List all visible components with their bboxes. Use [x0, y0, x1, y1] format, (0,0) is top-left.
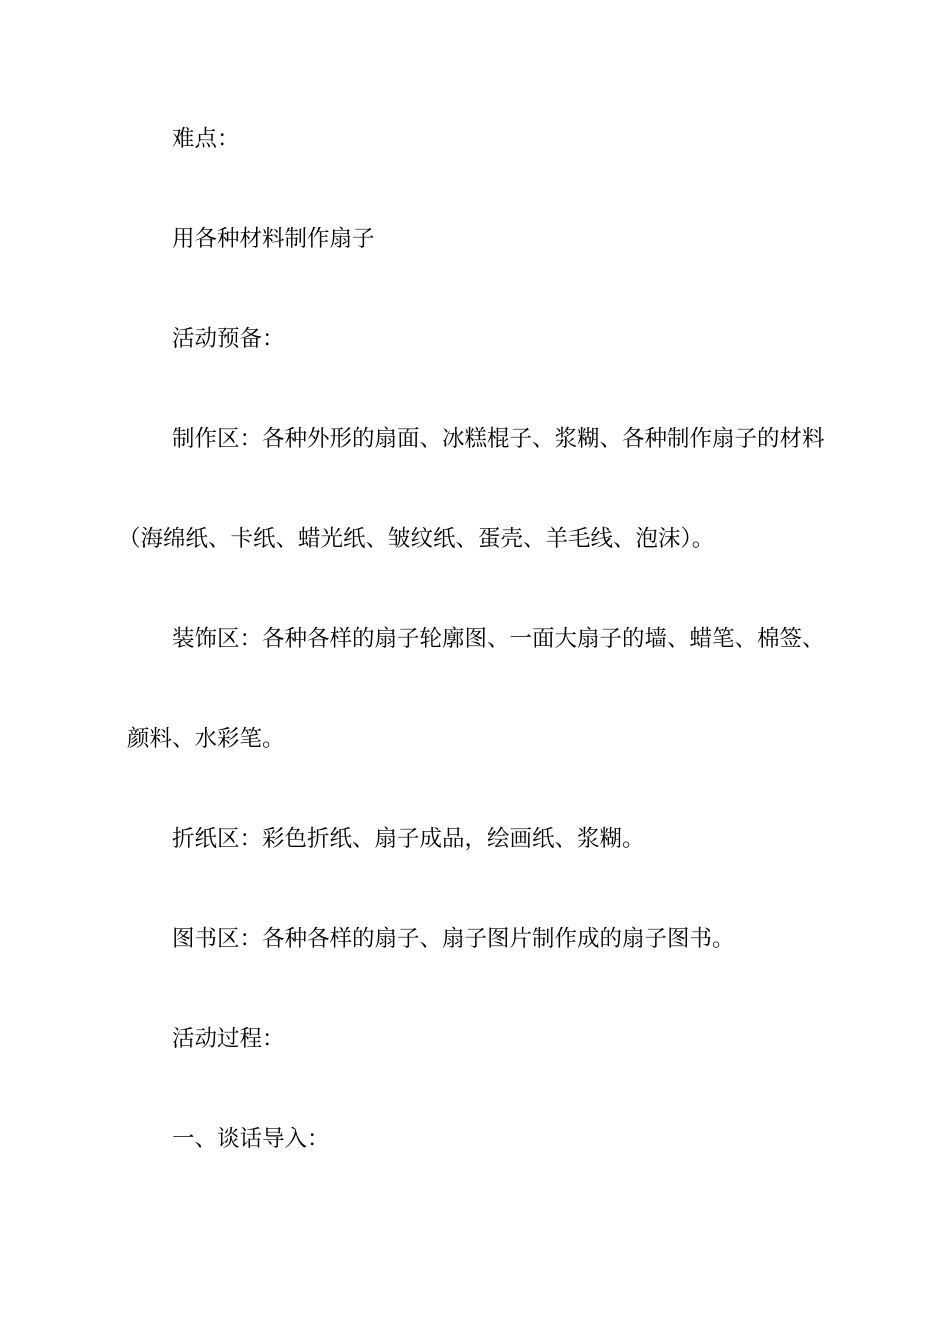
heading-conversation-intro: 一、谈话导入：: [172, 1126, 330, 1152]
paragraph-difficulty-content: 用各种材料制作扇子: [172, 226, 375, 252]
heading-difficulty: 难点：: [172, 126, 240, 152]
heading-preparation: 活动预备：: [172, 326, 285, 352]
paragraph-decoration-area-continued: 颜料、水彩笔。: [127, 726, 285, 752]
paragraph-book-area: 图书区：各种各样的扇子、扇子图片制作成的扇子图书。: [172, 926, 735, 952]
paragraph-making-area-continued: （海绵纸、卡纸、蜡光纸、皱纹纸、蛋壳、羊毛线、泡沫）。: [118, 526, 715, 552]
heading-activity-process: 活动过程：: [172, 1026, 285, 1052]
paragraph-origami-area: 折纸区：彩色折纸、扇子成品，绘画纸、浆糊。: [172, 826, 645, 852]
paragraph-making-area: 制作区：各种外形的扇面、冰糕棍子、浆糊、各种制作扇子的材料: [172, 426, 825, 452]
paragraph-decoration-area: 装饰区：各种各样的扇子轮廓图、一面大扇子的墙、蜡笔、棉签、: [172, 626, 825, 652]
